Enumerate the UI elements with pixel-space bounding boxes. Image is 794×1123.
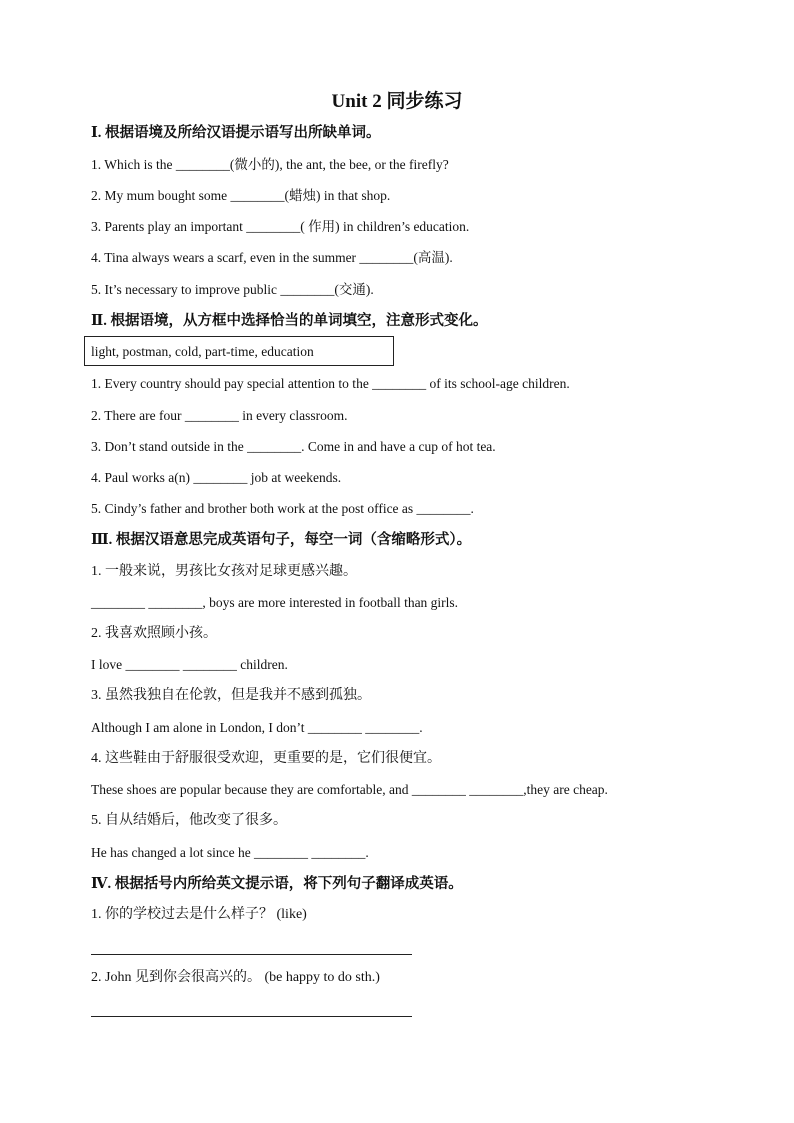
question-4-1: 1. 你的学校过去是什么样子？ (like) [91,907,307,922]
word-box-text: light, postman, cold, part-time, education [91,344,314,359]
section-4-heading: Ⅳ. 根据括号内所给英文提示语，将下列句子翻译成英语。 [91,876,463,892]
question-3-1-english: ________ ________, boys are more interested in football than girls. [91,595,459,610]
question-1-1: 1. Which is the ________(微小的), the ant, the bee, or the firefly? [91,157,449,172]
section-1-heading: Ⅰ. 根据语境及所给汉语提示语写出所缺单词。 [91,125,381,141]
question-3-4-chinese: 4. 这些鞋由于舒服很受欢迎，更重要的是，它们很便宜。 [91,751,441,766]
question-3-3-english: Although I am alone in London, I don’t ________ ________. [91,720,423,735]
question-2-2: 2. There are four ________ in every classroom. [91,408,348,423]
question-2-4: 4. Paul works a(n) ________ job at weekends. [91,470,342,485]
question-2-3: 3. Don’t stand outside in the ________. Come in and have a cup of hot tea. [91,439,496,454]
section-2-heading: Ⅱ. 根据语境，从方框中选择恰当的单词填空，注意形式变化。 [91,313,488,329]
question-3-1-chinese: 1. 一般来说，男孩比女孩对足球更感兴趣。 [91,564,357,579]
question-3-5-english: He has changed a lot since he ________ ________. [91,845,369,860]
question-2-1: 1. Every country should pay special attention to the ________ of its school-age children. [91,376,570,391]
question-3-5-chinese: 5. 自从结婚后，他改变了很多。 [91,813,287,828]
question-2-5: 5. Cindy’s father and brother both work at the post office as ________. [91,501,474,516]
question-1-3: 3. Parents play an important ________( 作用) in children’s education. [91,219,470,234]
question-1-5: 5. It’s necessary to improve public ________(交通). [91,282,374,297]
answer-line-4-2 [91,1016,412,1017]
page-title: Unit 2 同步练习 [331,91,463,112]
question-3-4-english: These shoes are popular because they are comfortable, and ________ ________,they are cheap. [91,782,608,797]
question-1-2: 2. My mum bought some ________(蜡烛) in that shop. [91,188,391,203]
answer-line-4-1 [91,954,412,955]
question-4-2: 2. John 见到你会很高兴的。 (be happy to do sth.) [91,970,380,985]
question-3-3-chinese: 3. 虽然我独自在伦敦，但是我并不感到孤独。 [91,688,371,703]
question-3-2-english: I love ________ ________ children. [91,657,288,672]
section-3-heading: Ⅲ. 根据汉语意思完成英语句子，每空一词（含缩略形式）。 [91,532,472,548]
question-1-4: 4. Tina always wears a scarf, even in the summer ________(高温). [91,250,453,265]
word-box [84,336,394,366]
question-3-2-chinese: 2. 我喜欢照顾小孩。 [91,626,217,641]
